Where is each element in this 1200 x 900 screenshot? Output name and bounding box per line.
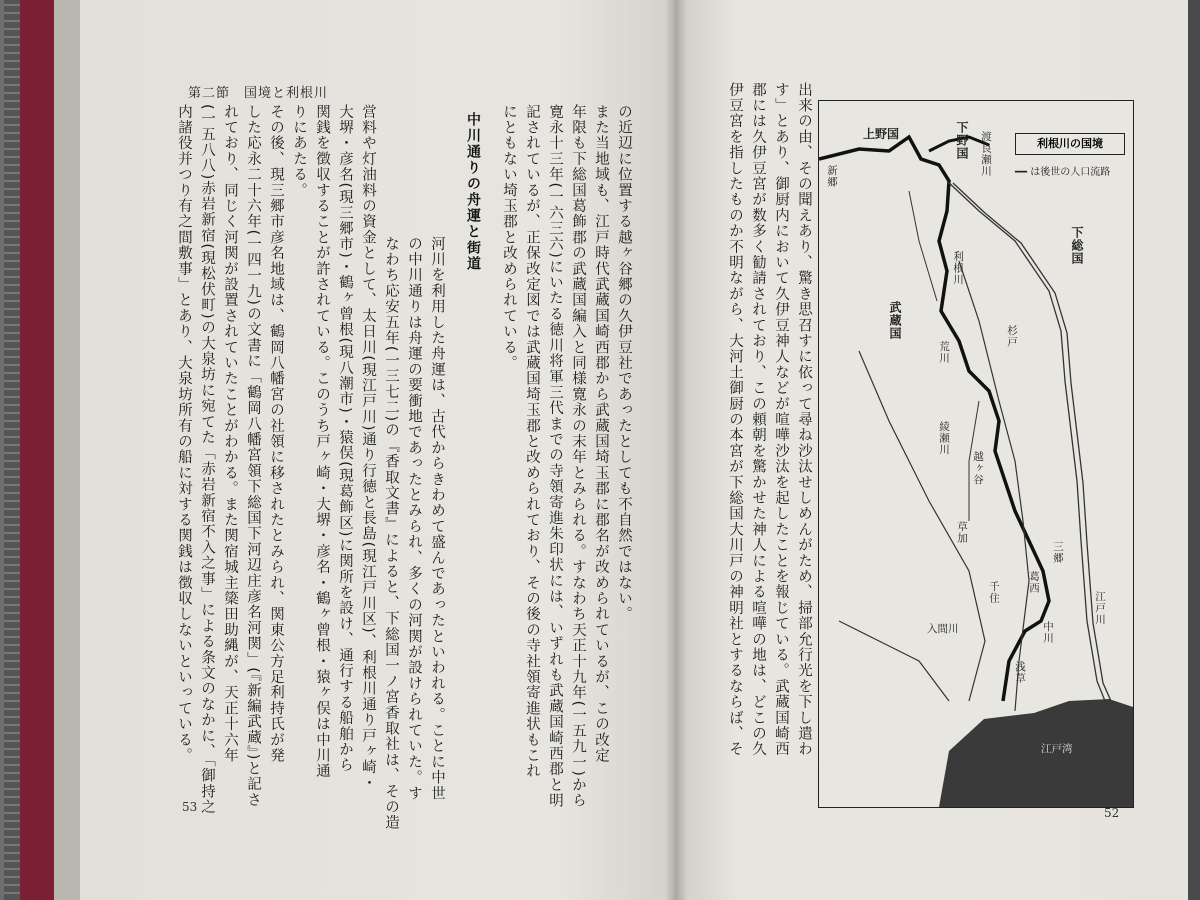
map-legend: ━━ は後世の人口流路 xyxy=(1015,167,1111,178)
text-column: 寛永十三年(一六三六)にいたる徳川将軍三代までの寺領寄進朱印状には、いずれも武蔵国崎西郡と明 xyxy=(547,104,563,809)
map-label: 浅草 xyxy=(1014,661,1026,684)
map-label: 草加 xyxy=(956,521,968,544)
page-header: 第二節 国境と利根川 xyxy=(188,86,329,101)
text-column: 伊豆宮を指したものか不明ながら、大河土御厨の本宮が下総国大川戸の神明社とするならば、そ xyxy=(727,82,743,758)
map-label: 上野国 xyxy=(863,127,900,141)
river-branch xyxy=(909,191,937,301)
text-column: 年限も下総国葛飾郡の武蔵国編入と同様寛永の末年とみられる。すなわち天正十九年(一五九一)から xyxy=(570,104,586,809)
map-title: 利根川の国境 xyxy=(1015,133,1125,155)
map-label: 渡良瀬川 xyxy=(980,131,992,177)
text-column: 大堺・彦名(現三郷市)・鶴ヶ曾根(現八潮市)・猿俣(現葛飾区)に関所を設け、通行する船舶から xyxy=(337,104,353,774)
text-column: 記されているが、正保改定図では武蔵国埼玉郡と改められており、その後の寺社領寄進状もこれ xyxy=(524,104,540,780)
province-border xyxy=(819,137,1049,701)
map-label: 入間川 xyxy=(927,623,959,635)
text-column: 出来の由、その聞えあり、驚き思召すに依って尋ね沙汰せしめんがため、掃部允行光を下し遣わ xyxy=(796,82,812,758)
text-column: りにあたる。 xyxy=(291,104,307,199)
text-column: その後、現三郷市彦名地域は、鶴岡八幡宮の社領に移されたとみられ、関東公方足利持氏が発 xyxy=(268,104,284,764)
text-column: す」とあり、御厨内において久伊豆神人などが喧嘩沙汰を起したことを報じている。武蔵国崎西 xyxy=(773,82,789,758)
text-column: 河川を利用した舟運は、古代からきわめて盛んであったといわれる。ことに中世 xyxy=(429,236,445,802)
map-label: 三郷 xyxy=(1052,541,1064,564)
map-label: 杉戸 xyxy=(1006,325,1018,348)
map-label: 江戸湾 xyxy=(1041,743,1073,755)
map-label: 中川 xyxy=(1042,621,1054,644)
tone-river-map xyxy=(818,100,1134,808)
book-gutter xyxy=(665,0,687,900)
map-label: 荒川 xyxy=(938,341,950,364)
cover-band xyxy=(20,0,54,900)
map-label: 下野国 xyxy=(955,121,969,160)
text-column: 営料や灯油料の資金として、太日川(現江戸川)通り行徳と長島(現江戸川区)、利根川通り戸ヶ崎・ xyxy=(360,104,376,791)
text-column: また当地域も、江戸時代武蔵国崎西郡から武蔵国埼玉郡に郡名が改められているが、この改定 xyxy=(593,104,609,764)
map-label: 千住 xyxy=(988,581,1000,604)
background-edge xyxy=(1188,0,1200,900)
page-number: 53 xyxy=(182,800,198,814)
text-column: した応永二十六年(一四一九)の文書に「鶴岡八幡宮領下総国下河辺庄彦名河関」(『新編武蔵』)と記さ xyxy=(245,104,261,808)
map-label: 武蔵国 xyxy=(888,301,902,340)
map-label: 越ヶ谷 xyxy=(972,451,984,486)
text-column: 関銭を徴収することが許されている。このうち戸ヶ崎・大堺・彦名・鶴ヶ曾根・猿ヶ俣は中川通 xyxy=(314,104,330,780)
text-column: にともない埼玉郡と改められている。 xyxy=(501,104,517,371)
cover-stripe xyxy=(4,0,20,900)
text-column: 郡には久伊豆宮が数多く勧請されており、この頼朝を驚かせた神人による喧嘩の地は、どこの久 xyxy=(750,82,766,758)
page-number: 52 xyxy=(1104,806,1120,820)
text-column: の近辺に位置する越ヶ谷郷の久伊豆社であったとしても不自然ではない。 xyxy=(616,104,632,623)
edo-bay-shape xyxy=(939,699,1133,807)
text-column: の中川通りは舟運の要衝地であったとみられ、多くの河関が設けられていた。す xyxy=(406,236,422,802)
map-label: 下総国 xyxy=(1070,226,1084,265)
map-label: 綾瀬川 xyxy=(938,421,950,456)
text-column: (一五八八)赤岩新宿(現松伏町)の大泉坊に宛てた「赤岩新宿不入之事」による条文のなかに、「御持之 xyxy=(199,104,215,815)
page-edges xyxy=(54,0,83,900)
side-heading: 中川通りの舟運と街道 xyxy=(465,112,481,272)
map-label: 江戸川 xyxy=(1094,591,1106,626)
text-column: なわち応安五年(一三七二)の『香取文書』によると、下総国一ノ宮香取社は、その造 xyxy=(383,236,399,831)
text-column: 内諸役并つり有之間敷事」とあり、大泉坊所有の船に対する関銭は徴収しないといっている。 xyxy=(176,104,192,764)
text-column: れており、同じく河関が設置されていたことがわかる。また関宿城主簗田助縄が、天正十六年 xyxy=(222,104,238,764)
map-label: 利根川 xyxy=(952,251,964,286)
map-label: 新郷 xyxy=(826,165,838,188)
map-label: 葛西 xyxy=(1028,571,1040,594)
